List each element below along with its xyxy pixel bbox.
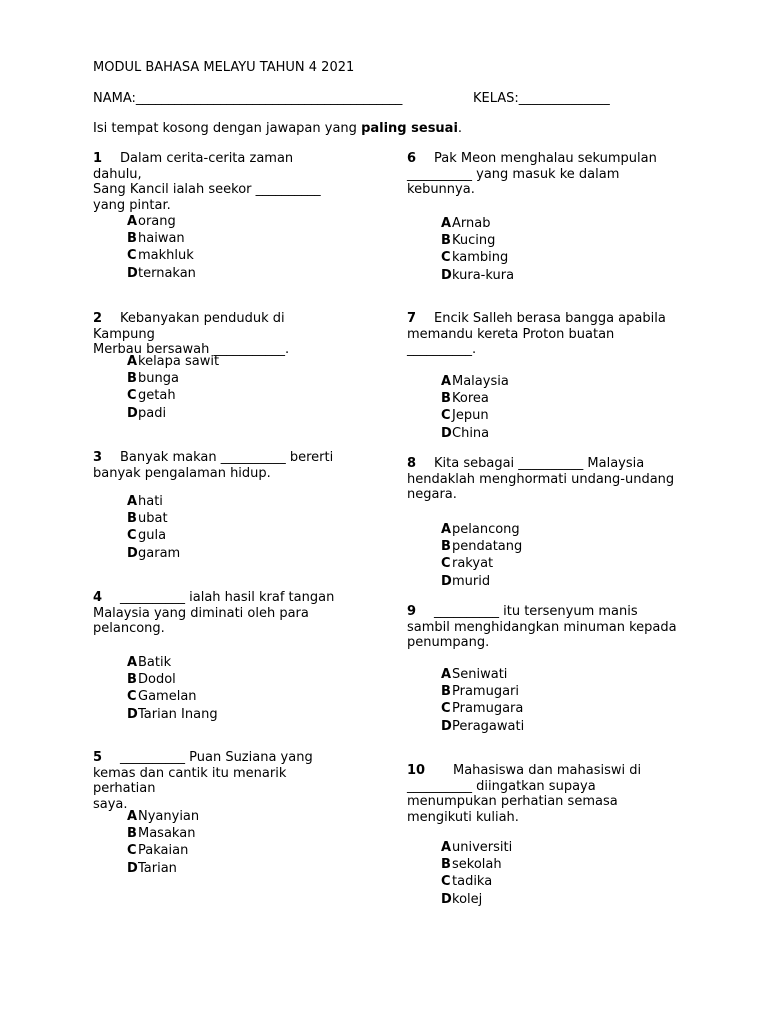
option-d[interactable] [127,405,219,422]
option-text: universiti [452,840,513,855]
option-text: tadika [452,874,493,890]
option-letter: C [441,408,451,424]
options-6 [441,215,514,284]
option-a[interactable] [441,215,514,232]
question-line: saya. [93,796,128,812]
option-text: kura-kura [452,267,515,283]
option-letter: D [441,573,452,589]
option-text: Nyanyian [138,809,200,824]
question-2 [93,311,343,358]
option-letter: A [441,840,452,855]
option-d[interactable] [127,265,196,282]
option-a[interactable] [127,493,180,510]
question-7 [407,311,677,358]
options-10 [441,839,512,908]
option-letter: C [127,689,137,705]
option-c[interactable] [441,249,514,266]
option-b[interactable] [127,230,196,247]
option-c[interactable] [127,247,196,264]
option-d[interactable] [127,706,218,723]
question-number: 2 [93,311,103,326]
option-letter: C [127,388,137,404]
option-letter: D [127,706,138,722]
question-line: Encik Salleh berasa bangga apabila [434,311,666,326]
question-line: yang pintar. [93,197,171,213]
option-letter: A [441,216,452,231]
option-b[interactable] [127,671,218,688]
option-a[interactable] [127,213,196,230]
option-text: Pramugara [452,701,524,717]
options-1 [127,213,196,282]
option-letter: A [441,522,452,537]
options-5 [127,808,199,877]
option-text: Dodol [138,672,176,688]
option-letter: B [127,511,137,527]
option-b[interactable] [441,232,514,249]
question-line: Kebanyakan penduduk di Kampung [93,311,285,342]
option-letter: A [127,809,138,824]
option-letter: D [441,425,452,441]
option-letter: A [127,214,138,229]
option-a[interactable] [441,839,512,856]
option-text: Masakan [138,826,196,842]
option-b[interactable] [441,538,522,555]
option-text: kelapa sawit [138,354,220,369]
question-number: 8 [407,456,417,471]
option-c[interactable] [127,387,219,404]
question-line: negara. [407,487,457,503]
option-letter: C [441,701,451,717]
option-text: Korea [452,391,489,407]
option-c[interactable] [441,407,509,424]
option-c[interactable] [441,873,512,890]
option-text: Tarian Inang [138,706,218,722]
question-line: kebunnya. [407,182,475,198]
option-letter: B [441,233,451,249]
option-letter: D [441,267,452,283]
question-8 [407,456,677,503]
option-letter: D [127,265,138,281]
option-text: padi [138,405,167,421]
option-d[interactable] [441,425,509,442]
option-letter: D [441,718,452,734]
question-line: pelancong. [93,621,165,637]
question-line: penumpang. [407,635,490,651]
option-letter: B [441,857,451,873]
instruction-text: Isi tempat kosong dengan jawapan yang [93,121,362,136]
option-d[interactable] [127,545,180,562]
question-line: Mahasiswa dan mahasiswi di [453,763,642,778]
option-text: murid [452,573,491,589]
option-b[interactable] [127,825,199,842]
page-title: MODUL BAHASA MELAYU TAHUN 4 2021 [93,60,355,75]
option-text: Jepun [452,408,489,424]
option-text: Pramugari [452,684,519,700]
question-3 [93,450,343,481]
option-text: garam [138,545,181,561]
question-number: 7 [407,311,417,326]
question-number: 4 [93,590,103,605]
option-text: sekolah [452,857,502,873]
option-letter: B [441,684,451,700]
option-c[interactable] [127,842,199,859]
option-c[interactable] [127,688,218,705]
question-1 [93,151,343,213]
option-c[interactable] [127,527,180,544]
option-letter: A [441,374,452,389]
option-text: Pakaian [138,843,189,859]
option-text: hati [138,494,163,509]
option-text: kolej [452,891,483,907]
options-3 [127,493,180,562]
option-letter: A [127,655,138,670]
question-line: __________ Puan Suziana yang [120,750,313,765]
class-field[interactable]: KELAS:______________ [473,91,610,106]
option-a[interactable] [127,808,199,825]
option-b[interactable] [127,370,219,387]
option-b[interactable] [441,856,512,873]
question-line: Sang Kancil ialah seekor __________ [93,182,321,198]
option-letter: D [127,405,138,421]
option-text: Batik [138,655,172,670]
option-text: gula [138,528,167,544]
option-d[interactable] [127,860,199,877]
option-a[interactable] [127,353,219,370]
option-letter: B [127,371,137,387]
option-letter: A [127,354,138,369]
option-letter: A [127,494,138,509]
question-4 [93,590,343,637]
option-text: getah [138,388,176,404]
option-letter: B [441,391,451,407]
option-letter: B [127,231,137,247]
question-line: Malaysia yang diminati oleh para [93,605,309,621]
option-d[interactable] [441,718,524,735]
question-line: __________. [407,342,477,358]
option-letter: B [127,672,137,688]
question-line: menumpukan perhatian semasa [407,794,618,810]
question-line: banyak pengalaman hidup. [93,465,271,481]
option-c[interactable] [441,555,522,572]
question-line: Dalam cerita-cerita zaman dahulu, [93,151,294,182]
options-2 [127,353,219,422]
options-4 [127,654,218,723]
option-text: rakyat [452,556,494,572]
question-number: 1 [93,151,103,166]
question-line: __________ ialah hasil kraf tangan [120,590,335,605]
option-letter: C [441,556,451,572]
question-line: mengikuti kuliah. [407,809,519,825]
option-text: Gamelan [138,689,197,705]
question-number: 5 [93,750,103,765]
question-6 [407,151,677,198]
question-line: __________ itu tersenyum manis [434,604,638,619]
option-text: ubat [138,511,168,527]
question-number: 10 [407,763,426,778]
options-7 [441,373,509,442]
question-line: hendaklah menghormati undang-undang [407,471,675,487]
option-letter: C [441,874,451,890]
question-5 [93,750,343,812]
question-line: __________ diingatkan supaya [407,778,596,794]
option-b[interactable] [441,390,509,407]
option-text: Tarian [138,860,177,876]
option-text: ternakan [138,265,196,281]
question-line: Pak Meon menghalau sekumpulan [434,151,657,166]
option-letter: D [127,545,138,561]
option-letter: A [441,667,452,682]
option-a[interactable] [441,521,522,538]
question-10 [407,763,677,825]
question-line: sambil menghidangkan minuman kepada [407,619,677,635]
option-text: Peragawati [452,718,525,734]
option-b[interactable] [441,683,524,700]
options-9 [441,666,524,735]
option-letter: C [127,248,137,264]
option-text: Malaysia [452,374,509,389]
option-b[interactable] [127,510,180,527]
option-a[interactable] [441,373,509,390]
option-letter: C [441,250,451,266]
question-line: Kita sebagai __________ Malaysia [434,456,645,471]
option-text: Kucing [452,233,496,249]
options-8 [441,521,522,590]
option-letter: B [127,826,137,842]
option-text: Seniwati [452,667,508,682]
question-line: kemas dan cantik itu menarik perhatian [93,765,287,797]
option-letter: C [127,843,137,859]
instruction [93,121,462,137]
option-text: orang [138,214,176,229]
instruction-end: . [457,121,463,136]
option-text: pendatang [452,539,523,555]
option-d[interactable] [441,891,512,908]
option-text: bunga [138,371,179,387]
option-text: pelancong [452,522,520,537]
option-d[interactable] [441,267,514,284]
option-a[interactable] [441,666,524,683]
question-number: 9 [407,604,417,619]
name-field[interactable]: NAMA:_________________________________________ [93,91,403,106]
question-line: memandu kereta Proton buatan [407,326,615,342]
question-9 [407,604,677,651]
option-text: China [452,425,490,441]
option-c[interactable] [441,700,524,717]
instruction-emphasis: paling sesuai [361,121,458,136]
option-text: makhluk [138,248,194,264]
question-line: Merbau bersawah ___________. [93,342,290,358]
option-text: kambing [452,250,509,266]
option-text: Arnab [452,216,491,231]
option-letter: D [127,860,138,876]
question-number: 6 [407,151,417,166]
option-letter: C [127,528,137,544]
option-a[interactable] [127,654,218,671]
option-letter: D [441,891,452,907]
option-d[interactable] [441,573,522,590]
question-line: Banyak makan __________ bererti [120,450,334,465]
question-number: 3 [93,450,103,465]
option-text: haiwan [138,231,185,247]
question-line: __________ yang masuk ke dalam [407,166,620,182]
option-letter: B [441,539,451,555]
